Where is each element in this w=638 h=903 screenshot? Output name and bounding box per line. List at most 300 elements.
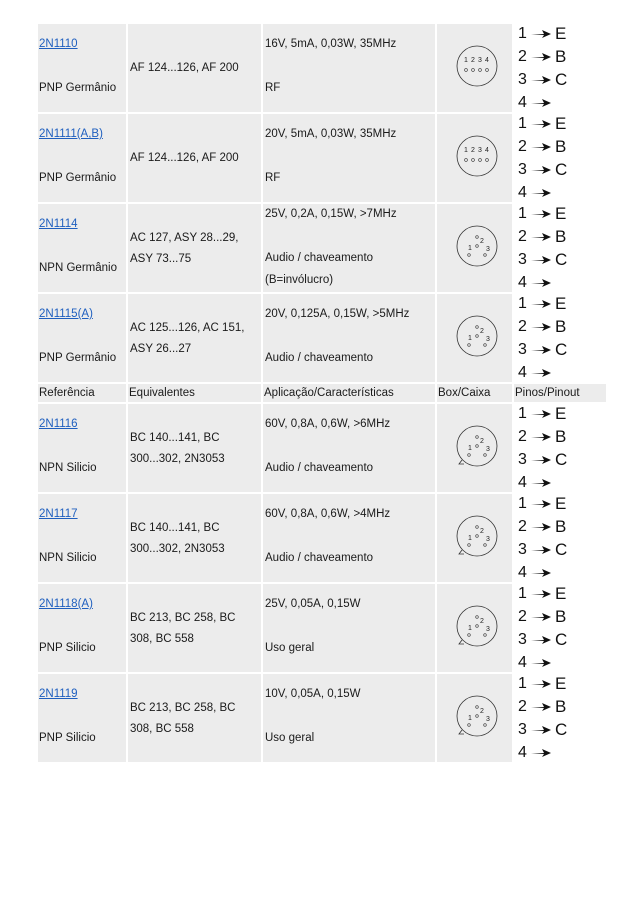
pin-row (518, 315, 567, 338)
package-outline (457, 606, 497, 646)
pin-number: 1 (518, 25, 527, 42)
application-cell (263, 674, 435, 762)
pin-row (518, 158, 567, 181)
package-pin-label: 3 (478, 147, 482, 154)
pinout-cell (514, 294, 606, 382)
package-pin-label: 3 (486, 336, 490, 343)
header-row (38, 384, 606, 402)
pinout-cell (514, 204, 606, 292)
pinout-cell (514, 674, 606, 762)
arrow-right-icon-shape (531, 479, 551, 487)
package-pin-label: 3 (478, 57, 482, 64)
pin-number: 3 (518, 631, 527, 648)
equivalents-cell (128, 204, 261, 292)
transistor-table (36, 22, 608, 764)
application-cell-content (263, 404, 435, 492)
arrow-right-icon (529, 51, 553, 63)
package-pin-hole (484, 254, 487, 257)
arrow-right-icon-shape (531, 636, 551, 644)
ref-link[interactable]: 2N1119 (39, 688, 78, 700)
package-pin-hole (476, 625, 479, 628)
pin-list (518, 202, 567, 294)
arrow-right-icon-shape (531, 659, 551, 667)
table-row (38, 294, 606, 382)
package-pin-hole (486, 69, 489, 72)
package-pin-label: 3 (486, 716, 490, 723)
arrow-right-icon (529, 118, 553, 130)
ref-link[interactable]: 2N1118(A) (39, 598, 93, 610)
equivalents-cell (128, 24, 261, 112)
package-pin-label: 2 (480, 438, 484, 445)
pin-number: 1 (518, 405, 527, 422)
pinout-cell-content (514, 204, 606, 292)
pin-list (518, 22, 567, 114)
pin-function: C (555, 540, 568, 559)
pin-number: 3 (518, 541, 527, 558)
table-row (38, 204, 606, 292)
specs-text: 10V, 0,05A, 0,15W (265, 688, 361, 700)
table-row (38, 404, 606, 492)
arrow-right-icon (529, 544, 553, 556)
ref-cell (38, 674, 126, 762)
package-outline (457, 426, 497, 466)
arrow-right-icon (529, 611, 553, 623)
arrow-right-icon-shape (531, 726, 551, 734)
ref-link[interactable]: 2N1117 (39, 508, 78, 520)
transistor-type: PNP Silicio (39, 642, 96, 654)
package-diagram (455, 514, 499, 558)
package-outline (457, 46, 497, 86)
box-cell-content (437, 294, 512, 382)
package-pin-label: 2 (480, 528, 484, 535)
box-cell-content (437, 204, 512, 292)
application-cell (263, 404, 435, 492)
transistor-type: NPN Silicio (39, 552, 97, 564)
arrow-right-icon (529, 231, 553, 243)
arrow-right-icon-shape (531, 76, 551, 84)
application-cell (263, 494, 435, 582)
equivalents-text: BC 140...141, BC 300...302, 2N3053 (130, 522, 225, 555)
pin-list (518, 112, 567, 204)
application-cell-content (263, 494, 435, 582)
package-pin-label: 3 (486, 626, 490, 633)
arrow-right-icon-shape (531, 143, 551, 151)
pin-function: C (555, 160, 568, 179)
arrow-right-icon-shape (531, 749, 551, 757)
header-ref: Referência (38, 384, 126, 402)
arrow-right-icon (529, 431, 553, 443)
equivalents-cell (128, 114, 261, 202)
pin-row (518, 718, 567, 741)
header-box: Box/Caixa (437, 384, 512, 402)
equivalents-cell-content (128, 404, 261, 492)
package-pin-label: 2 (480, 618, 484, 625)
box-cell-content (437, 24, 512, 112)
pinout-cell (514, 584, 606, 672)
package-pin-label: 1 (468, 245, 472, 252)
pin-number: 4 (518, 364, 527, 381)
package-outline (457, 226, 497, 266)
table-row (38, 674, 606, 762)
arrow-right-icon-shape (531, 346, 551, 354)
arrow-right-icon-shape (531, 210, 551, 218)
arrow-right-icon (529, 521, 553, 533)
application-text: Audio / chaveamento (265, 552, 374, 564)
package-diagram (455, 694, 499, 738)
application-cell-content (263, 584, 435, 672)
package-diagram (455, 224, 499, 268)
package-pin-hole (476, 535, 479, 538)
package-pin-hole (472, 69, 475, 72)
arrow-right-icon (529, 277, 553, 289)
pin-function: E (555, 114, 567, 133)
pin-number: 2 (518, 518, 527, 535)
ref-cell-content (38, 494, 126, 582)
table-body-top (38, 24, 606, 382)
pin-row (518, 91, 567, 114)
pin-function: B (555, 227, 567, 246)
package-pin-label: 2 (471, 57, 475, 64)
specs-text: 25V, 0,2A, 0,15W, >7MHz (265, 208, 397, 220)
transistor-table-sheet (36, 22, 608, 764)
arrow-right-icon (529, 321, 553, 333)
arrow-right-icon (529, 164, 553, 176)
package-pin-hole (468, 634, 471, 637)
package-pin-hole (472, 159, 475, 162)
arrow-right-icon (529, 634, 553, 646)
package-pin-label: 1 (464, 147, 468, 154)
application-text: Audio / chaveamento (265, 252, 374, 264)
package-pin-label: 1 (468, 625, 472, 632)
package-pin-label: 2 (480, 238, 484, 245)
pin-row (518, 471, 567, 494)
application-cell-content (263, 24, 435, 112)
box-cell (437, 584, 512, 672)
pin-number: 3 (518, 71, 527, 88)
box-cell (437, 404, 512, 492)
equivalents-text: AC 127, ASY 28...29, ASY 73...75 (130, 232, 239, 265)
pin-number: 1 (518, 585, 527, 602)
package-pin-hole (484, 634, 487, 637)
table-row (38, 24, 606, 112)
pin-number: 2 (518, 318, 527, 335)
package-diagram (455, 314, 499, 358)
arrow-right-icon (529, 254, 553, 266)
pin-number: 4 (518, 274, 527, 291)
package-pin-hole (476, 436, 479, 439)
transistor-type: PNP Germânio (39, 172, 117, 184)
equivalents-cell-content (128, 24, 261, 112)
pin-row (518, 538, 567, 561)
arrow-right-icon (529, 678, 553, 690)
package-pin-hole (484, 344, 487, 347)
arrow-right-icon (529, 701, 553, 713)
package-pin-hole (476, 335, 479, 338)
specs-text: 20V, 5mA, 0,03W, 35MHz (265, 128, 397, 140)
arrow-right-icon (529, 187, 553, 199)
arrow-right-icon (529, 477, 553, 489)
arrow-right-icon-shape (531, 590, 551, 598)
specs-text: 60V, 0,8A, 0,6W, >4MHz (265, 508, 391, 520)
specs-text: 60V, 0,8A, 0,6W, >6MHz (265, 418, 391, 430)
box-cell-content (437, 674, 512, 762)
package-pin-label: 2 (480, 328, 484, 335)
pin-function: C (555, 250, 568, 269)
package-pin-hole (484, 454, 487, 457)
arrow-right-icon (529, 367, 553, 379)
transistor-type: PNP Germânio (39, 352, 117, 364)
pin-number: 2 (518, 428, 527, 445)
package-pin-label: 4 (485, 57, 489, 64)
arrow-right-icon-shape (531, 30, 551, 38)
pinout-cell (514, 404, 606, 492)
pin-number: 4 (518, 744, 527, 761)
arrow-right-icon (529, 28, 553, 40)
arrow-right-icon (529, 657, 553, 669)
package-pin-hole (479, 69, 482, 72)
pin-function: E (555, 584, 567, 603)
ref-cell (38, 404, 126, 492)
pin-row (518, 741, 567, 764)
pin-number: 4 (518, 654, 527, 671)
ref-cell-content (38, 204, 126, 292)
arrow-right-icon-shape (531, 53, 551, 61)
equivalents-cell-content (128, 114, 261, 202)
pin-number: 2 (518, 138, 527, 155)
ref-cell (38, 584, 126, 672)
package-pin-hole (465, 69, 468, 72)
package-pin-label: 1 (464, 57, 468, 64)
arrow-right-icon-shape (531, 703, 551, 711)
ref-cell-content (38, 404, 126, 492)
package-pin-hole (476, 326, 479, 329)
box-cell (437, 674, 512, 762)
pin-function: B (555, 427, 567, 446)
package-pin-hole (476, 526, 479, 529)
package-pin-label: 1 (468, 535, 472, 542)
package-pin-label: 2 (480, 708, 484, 715)
pinout-cell (514, 494, 606, 582)
package-pin-hole (468, 254, 471, 257)
pin-function: C (555, 340, 568, 359)
pin-function: B (555, 137, 567, 156)
table-header (38, 384, 606, 402)
package-pin-hole (476, 245, 479, 248)
pinout-cell-content (514, 404, 606, 492)
transistor-type: NPN Silicio (39, 462, 97, 474)
pin-list (518, 672, 567, 764)
pin-function: B (555, 607, 567, 626)
arrow-right-icon-shape (531, 323, 551, 331)
ref-cell-content (38, 674, 126, 762)
pin-function: C (555, 450, 568, 469)
pinout-cell-content (514, 24, 606, 112)
equivalents-cell (128, 584, 261, 672)
arrow-right-icon (529, 567, 553, 579)
pin-row (518, 181, 567, 204)
pin-function: E (555, 494, 567, 513)
package-pin-label: 1 (468, 445, 472, 452)
equivalents-text: BC 213, BC 258, BC 308, BC 558 (130, 702, 236, 735)
pinout-cell (514, 24, 606, 112)
table-body-bottom (38, 404, 606, 762)
pin-number: 3 (518, 451, 527, 468)
ref-link[interactable]: 2N1116 (39, 418, 78, 430)
package-pin-label: 3 (486, 446, 490, 453)
box-cell-content (437, 404, 512, 492)
pin-number: 1 (518, 295, 527, 312)
package-pin-label: 1 (468, 335, 472, 342)
arrow-right-icon-shape (531, 369, 551, 377)
arrow-right-icon-shape (531, 99, 551, 107)
ref-cell-content (38, 294, 126, 382)
pin-function: B (555, 317, 567, 336)
application-text: Audio / chaveamento (265, 462, 374, 474)
specs-text: 25V, 0,05A, 0,15W (265, 598, 361, 610)
package-outline (457, 316, 497, 356)
arrow-right-icon (529, 208, 553, 220)
pin-row (518, 361, 567, 384)
arrow-right-icon-shape (531, 523, 551, 531)
application-cell-content (263, 204, 435, 292)
arrow-right-icon-shape (531, 166, 551, 174)
pin-number: 3 (518, 251, 527, 268)
box-cell (437, 114, 512, 202)
arrow-right-icon-shape (531, 613, 551, 621)
box-cell-content (437, 114, 512, 202)
pin-row (518, 292, 567, 315)
equivalents-text: AC 125...126, AC 151, ASY 26...27 (130, 322, 245, 355)
application-cell (263, 584, 435, 672)
arrow-right-icon (529, 74, 553, 86)
ref-cell-content (38, 24, 126, 112)
package-pin-hole (468, 344, 471, 347)
arrow-right-icon (529, 408, 553, 420)
arrow-right-icon-shape (531, 189, 551, 197)
pin-number: 1 (518, 115, 527, 132)
arrow-right-icon-shape (531, 433, 551, 441)
application-text: Uso geral (265, 642, 315, 654)
header-pinout: Pinos/Pinout (514, 384, 606, 402)
ref-cell (38, 294, 126, 382)
package-pin-hole (468, 454, 471, 457)
application-cell (263, 114, 435, 202)
equivalents-text: AF 124...126, AF 200 (130, 152, 239, 164)
equivalents-cell (128, 494, 261, 582)
table-row (38, 114, 606, 202)
ref-cell-content (38, 114, 126, 202)
arrow-right-icon-shape (531, 456, 551, 464)
equivalents-text: AF 124...126, AF 200 (130, 62, 239, 74)
pin-function: E (555, 404, 567, 423)
pin-row (518, 515, 567, 538)
arrow-right-icon (529, 97, 553, 109)
pin-number: 4 (518, 184, 527, 201)
application-cell-content (263, 674, 435, 762)
pin-function: C (555, 720, 568, 739)
equivalents-cell-content (128, 204, 261, 292)
application-cell (263, 294, 435, 382)
pin-row (518, 448, 567, 471)
application-note: (B=invólucro) (265, 274, 334, 286)
application-text: Audio / chaveamento (265, 352, 374, 364)
ref-link[interactable]: 2N1114 (39, 218, 78, 230)
pin-row (518, 605, 567, 628)
package-pin-hole (476, 616, 479, 619)
arrow-right-icon (529, 498, 553, 510)
equivalents-text: BC 213, BC 258, BC 308, BC 558 (130, 612, 236, 645)
box-cell-content (437, 494, 512, 582)
pin-row (518, 582, 567, 605)
arrow-right-icon (529, 747, 553, 759)
transistor-type: PNP Germânio (39, 82, 117, 94)
arrow-right-icon-shape (531, 680, 551, 688)
ref-cell (38, 204, 126, 292)
pin-function: E (555, 674, 567, 693)
pin-list (518, 582, 567, 674)
pin-row (518, 695, 567, 718)
pinout-cell-content (514, 114, 606, 202)
pin-number: 4 (518, 474, 527, 491)
pin-number: 1 (518, 205, 527, 222)
package-diagram (455, 604, 499, 648)
pin-row (518, 271, 567, 294)
ref-cell (38, 494, 126, 582)
pin-function: B (555, 47, 567, 66)
package-pin-hole (476, 706, 479, 709)
pin-number: 1 (518, 495, 527, 512)
pin-number: 1 (518, 675, 527, 692)
equivalents-cell-content (128, 674, 261, 762)
equivalents-cell (128, 404, 261, 492)
package-pin-hole (468, 544, 471, 547)
equivalents-cell-content (128, 584, 261, 672)
arrow-right-icon (529, 298, 553, 310)
package-pin-hole (479, 159, 482, 162)
arrow-right-icon-shape (531, 279, 551, 287)
pin-list (518, 492, 567, 584)
ref-link[interactable]: 2N1111(A,B) (39, 128, 103, 140)
pinout-cell-content (514, 294, 606, 382)
pin-function: E (555, 204, 567, 223)
transistor-type: PNP Silicio (39, 732, 96, 744)
pin-row (518, 135, 567, 158)
package-pin-hole (468, 724, 471, 727)
pin-number: 3 (518, 161, 527, 178)
ref-link[interactable]: 2N1110 (39, 38, 78, 50)
header-equivalents: Equivalentes (128, 384, 261, 402)
package-outline (457, 136, 497, 176)
application-text: Uso geral (265, 732, 315, 744)
application-cell (263, 24, 435, 112)
specs-text: 16V, 5mA, 0,03W, 35MHz (265, 38, 397, 50)
box-cell (437, 494, 512, 582)
pin-row (518, 22, 567, 45)
application-text: RF (265, 82, 281, 94)
box-cell (437, 204, 512, 292)
table-row (38, 494, 606, 582)
ref-link[interactable]: 2N1115(A) (39, 308, 93, 320)
arrow-right-icon-shape (531, 410, 551, 418)
package-pin-hole (484, 724, 487, 727)
pin-number: 2 (518, 608, 527, 625)
package-pin-hole (484, 544, 487, 547)
specs-text: 20V, 0,125A, 0,15W, >5MHz (265, 308, 410, 320)
pin-number: 4 (518, 94, 527, 111)
arrow-right-icon-shape (531, 120, 551, 128)
pin-function: C (555, 70, 568, 89)
package-pin-label: 3 (486, 246, 490, 253)
